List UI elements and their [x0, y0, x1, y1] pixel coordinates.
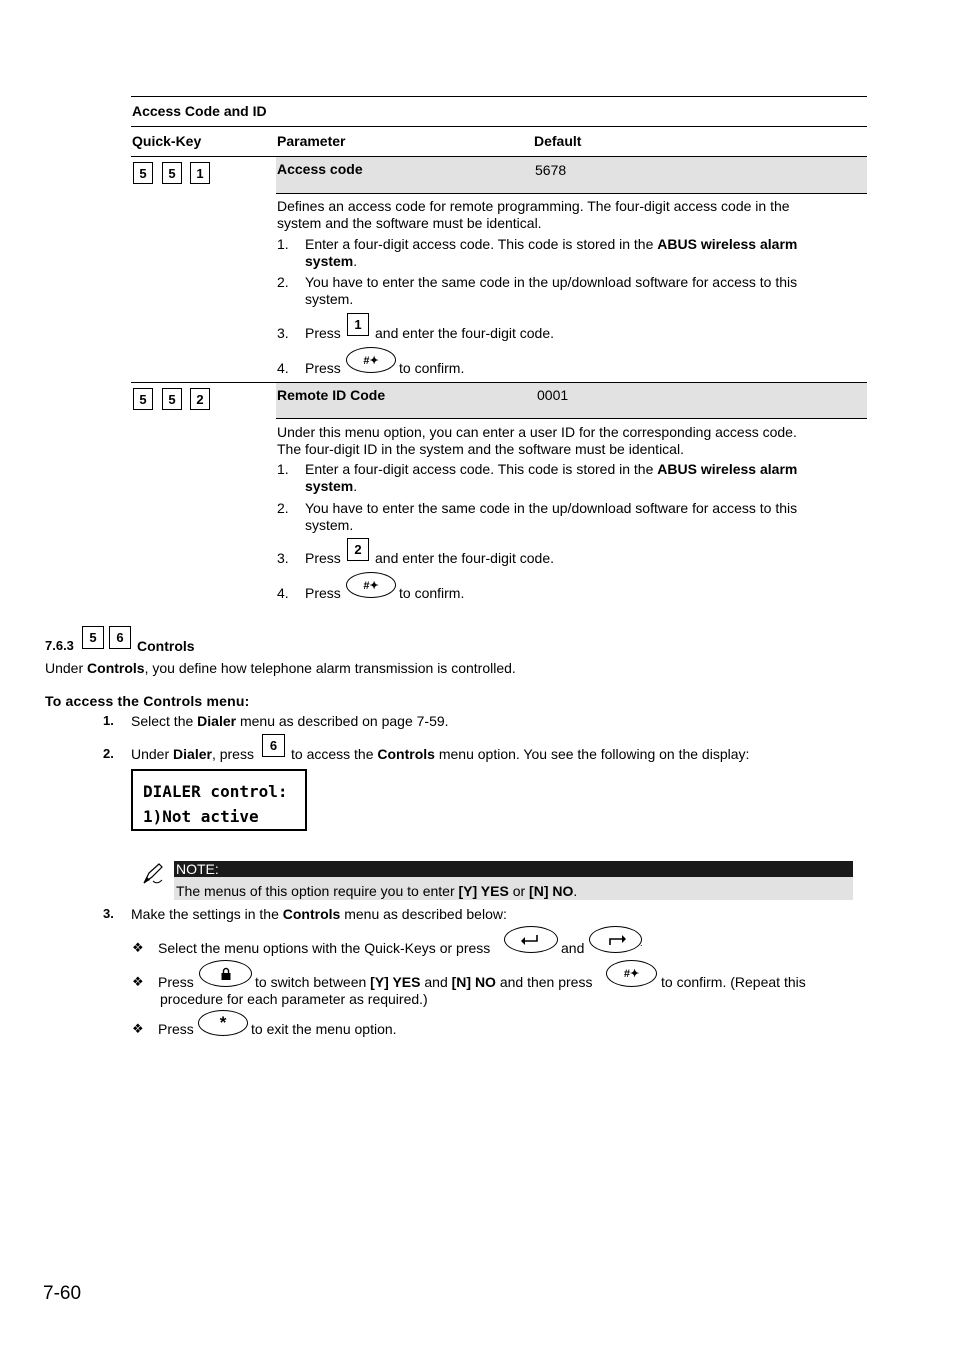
menu-name: Dialer: [173, 746, 212, 762]
column-header-parameter: Parameter: [277, 133, 346, 149]
quick-key-digit: 5: [133, 162, 153, 184]
step-text-part: to confirm.: [399, 360, 465, 376]
step-text-part: to confirm.: [399, 585, 465, 601]
note-text: [176, 883, 577, 899]
parameter-name: Access code: [277, 161, 363, 177]
row-rule: [276, 418, 867, 419]
menu-name: Dialer: [197, 713, 237, 729]
note-text-part: The menus of this option require you to enter: [176, 883, 459, 899]
step-text: You have to enter the same code in the up/download software for access to this system.: [305, 500, 798, 533]
step-text-part: Press: [305, 325, 341, 341]
step-text: [305, 236, 825, 270]
menu-name: Controls: [282, 906, 341, 922]
step-text-part: Enter a four-digit access code. This code is stored in the: [305, 461, 658, 477]
access-heading: To access the Controls menu:: [45, 693, 250, 709]
quick-key-digit: 5: [162, 388, 182, 410]
bullet-text: Select the menu options with the Quick-Keys or press: [158, 940, 491, 956]
display-line: 1)Not active: [143, 807, 259, 826]
hash-arrow-key-icon: #✦: [606, 960, 657, 987]
step-number: 3.: [277, 550, 289, 566]
step-text-part: menu as described on page 7-59.: [236, 713, 449, 729]
step-text-part: Under: [131, 746, 174, 762]
step-text: [131, 713, 449, 729]
forward-arrow-key-icon: [589, 926, 642, 953]
step-number: 1.: [277, 236, 289, 252]
lock-key-icon: [199, 960, 252, 987]
step-text-part: to access the: [291, 746, 378, 762]
step-text-part: , press: [211, 746, 254, 762]
bullet-icon: ❖: [132, 940, 144, 955]
note-text-part: or: [508, 883, 530, 899]
digit-key: 6: [262, 734, 285, 757]
no-option: [N] NO: [451, 974, 496, 990]
bullet-text: and: [561, 940, 585, 956]
section-intro: [45, 660, 516, 676]
default-value: 0001: [537, 387, 569, 403]
bullet-text-continued: procedure for each parameter as required.): [160, 991, 428, 1007]
step-number: 4.: [277, 360, 289, 376]
yes-option: [Y] YES: [458, 883, 509, 899]
step-text-part: .: [353, 478, 358, 494]
quick-key-digit: 1: [190, 162, 210, 184]
bullet-text: [255, 974, 592, 990]
step-text-part: menu as described below:: [340, 906, 507, 922]
bullet-text: Press: [158, 974, 194, 990]
table-caption: Access Code and ID: [132, 103, 267, 119]
step-text-part: Select the: [131, 713, 198, 729]
section-title: Controls: [137, 638, 195, 654]
quick-key-digit: 2: [190, 388, 210, 410]
step-text: [131, 906, 507, 922]
step-number: 3.: [103, 906, 114, 921]
bullet-icon: ❖: [132, 1021, 144, 1036]
yes-option: [Y] YES: [370, 974, 421, 990]
intro-text: , you define how telephone alarm transmission is controlled.: [144, 660, 516, 676]
intro-bold: Controls: [87, 660, 145, 676]
column-header-default: Default: [534, 133, 582, 149]
quick-key-digit: 6: [109, 626, 131, 649]
parameter-description: Defines an access code for remote programming. The four-digit access code in the system and the software must be identical.: [277, 198, 790, 231]
default-value: 5678: [535, 162, 567, 178]
quick-key-digit: 5: [82, 626, 104, 649]
bullet-text: to exit the menu option.: [251, 1021, 397, 1037]
step-number: 2.: [277, 500, 289, 516]
hash-arrow-key-icon: #✦: [346, 347, 396, 373]
step-number: 2.: [103, 746, 114, 761]
bullet-icon: ❖: [132, 974, 144, 989]
note-text-part: .: [573, 883, 578, 899]
table-top-rule: [131, 96, 867, 97]
bullet-text-part: and: [420, 974, 452, 990]
hash-arrow-key-icon: #✦: [346, 572, 396, 598]
step-text-part: Enter a four-digit access code. This code is stored in the: [305, 236, 658, 252]
step-text-part: Press: [305, 550, 341, 566]
bullet-text-part: to switch between: [255, 974, 371, 990]
display-line: DIALER control:: [143, 782, 288, 801]
digit-key: 2: [347, 538, 369, 561]
bullet-text: Press: [158, 1021, 194, 1037]
column-header-quick-key: Quick-Key: [132, 133, 202, 149]
lcd-display: [131, 769, 307, 831]
note-header-bar: [174, 861, 853, 877]
row-rule: [276, 193, 867, 194]
return-arrow-key-icon: [504, 926, 558, 953]
page-number: 7-60: [43, 1283, 82, 1304]
section-number: 7.6.3: [45, 638, 74, 653]
no-option: [N] NO: [529, 883, 574, 899]
quick-key-digit: 5: [133, 388, 153, 410]
step-text: You have to enter the same code in the up/download software for access to this system.: [305, 274, 798, 307]
table-caption-rule: [131, 126, 867, 127]
product-name: ABUS wireless alarm system: [305, 236, 798, 269]
parameter-description: Under this menu option, you can enter a user ID for the corresponding access code. The four-digit ID in the system and the software must be identical.: [277, 424, 797, 457]
product-name: ABUS wireless alarm system: [305, 461, 798, 494]
digit-key: 1: [347, 313, 369, 336]
quick-key-digit: 5: [162, 162, 182, 184]
step-text-part: and enter the four-digit code.: [375, 325, 555, 341]
step-number: 4.: [277, 585, 289, 601]
step-text: [291, 746, 749, 762]
step-number: 1.: [277, 461, 289, 477]
note-label: NOTE:: [176, 861, 219, 877]
step-text-part: Press: [305, 585, 341, 601]
parameter-shading: [276, 157, 867, 193]
step-text-part: menu option. You see the following on the display:: [434, 746, 750, 762]
bullet-text-part: and then press: [495, 974, 593, 990]
step-text: [305, 461, 825, 495]
step-text-part: Press: [305, 360, 341, 376]
star-key-icon: *: [198, 1010, 248, 1036]
step-text-part: and enter the four-digit code.: [375, 550, 555, 566]
step-text: [131, 746, 254, 762]
step-number: 3.: [277, 325, 289, 341]
intro-text: Under: [45, 660, 88, 676]
pencil-note-icon: [141, 861, 165, 887]
bullet-text: to confirm. (Repeat this: [661, 974, 806, 990]
step-number: 2.: [277, 274, 289, 290]
step-number: 1.: [103, 713, 114, 728]
step-text-part: .: [353, 253, 358, 269]
menu-name: Controls: [377, 746, 435, 762]
step-text-part: Make the settings in the: [131, 906, 283, 922]
parameter-name: Remote ID Code: [277, 387, 386, 403]
bullet-text: .: [640, 938, 643, 948]
